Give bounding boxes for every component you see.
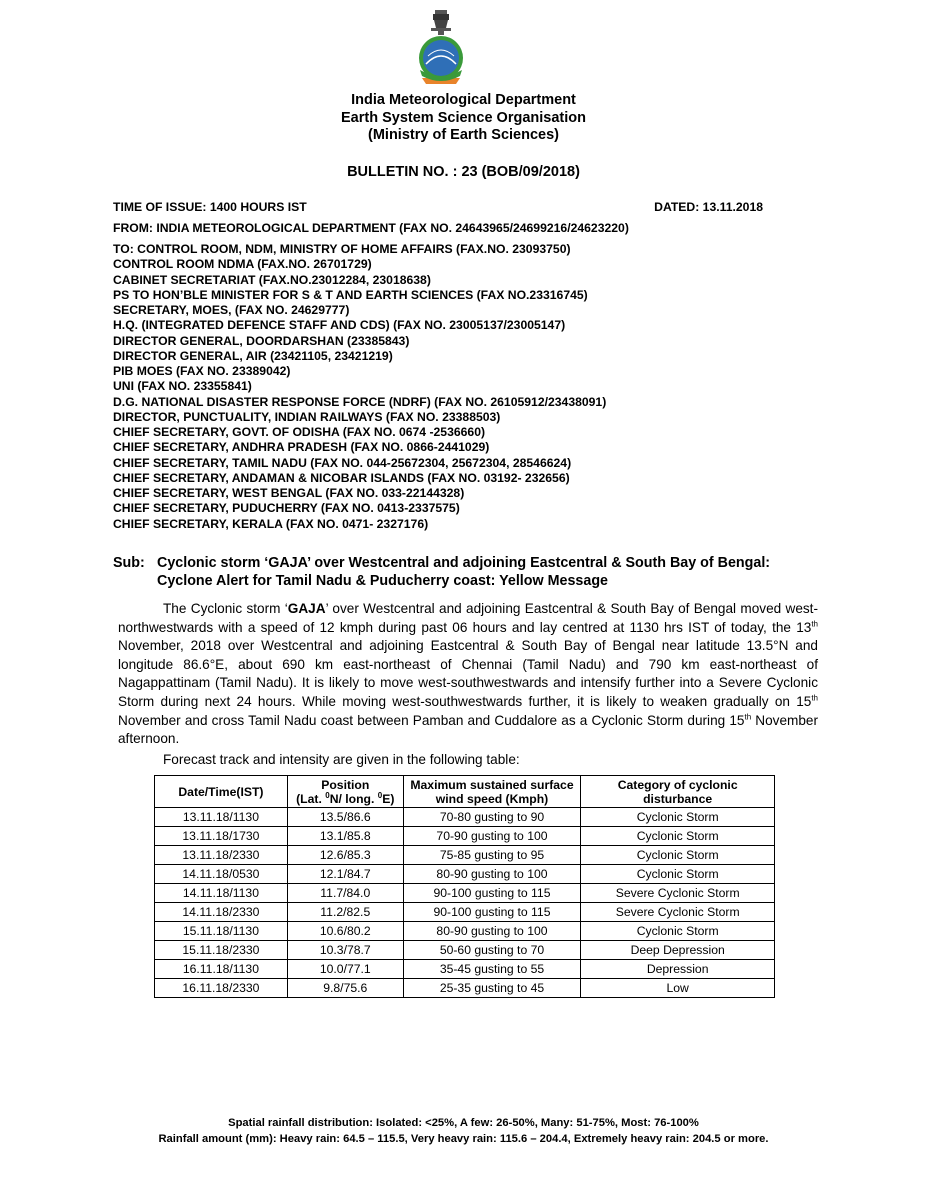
recipient-item: PIB MOES (FAX NO. 23389042) — [113, 364, 291, 378]
col-header-position: Position (Lat. $^0$N/ long. $^0$E) — [287, 776, 403, 808]
table-cell: Severe Cyclonic Storm — [581, 884, 775, 903]
table-cell: Low — [581, 979, 775, 998]
recipient-item: CHIEF SECRETARY, GOVT. OF ODISHA (FAX NO. 0674 -2536660) — [113, 425, 486, 439]
imd-emblem-icon — [416, 8, 466, 86]
recipient-item: D.G. NATIONAL DISASTER RESPONSE FORCE (NDRF) (FAX NO. 26105912/23438091) — [113, 394, 607, 409]
recipient-item: CHIEF SECRETARY, TAMIL NADU (FAX NO. 044-25672304, 25672304, 28546624) — [113, 455, 572, 470]
table-cell: 12.1/84.7 — [287, 865, 403, 884]
table-cell: 70-90 gusting to 100 — [403, 827, 581, 846]
table-cell: 75-85 gusting to 95 — [403, 846, 581, 865]
table-cell: Cyclonic Storm — [581, 922, 775, 941]
table-cell: 11.2/82.5 — [287, 903, 403, 922]
table-row — [155, 903, 775, 922]
table-cell: 50-60 gusting to 70 — [403, 941, 581, 960]
table-cell: 90-100 gusting to 115 — [403, 903, 581, 922]
table-cell: 80-90 gusting to 100 — [403, 922, 581, 941]
col-header-wind: Maximum sustained surface wind speed (Kmph) — [403, 776, 581, 808]
para-text-e: November afternoon. — [118, 712, 818, 747]
para-text-a: The Cyclonic storm ‘ — [163, 601, 288, 616]
subject-label: Sub: — [113, 555, 145, 571]
table-cell: 10.0/77.1 — [287, 960, 403, 979]
table-row — [155, 865, 775, 884]
sup-th: th — [811, 619, 818, 629]
table-row — [155, 941, 775, 960]
table-cell: Cyclonic Storm — [581, 865, 775, 884]
table-cell: Depression — [581, 960, 775, 979]
recipient-item: PS TO HON’BLE MINISTER FOR S & T AND EARTH SCIENCES (FAX NO.23316745) — [113, 287, 588, 302]
table-row — [155, 808, 775, 827]
table-cell: Cyclonic Storm — [581, 827, 775, 846]
forecast-intro: Forecast track and intensity are given in the following table: — [163, 752, 520, 767]
table-cell: 12.6/85.3 — [287, 846, 403, 865]
table-cell: 35-45 gusting to 55 — [403, 960, 581, 979]
table-cell: 14.11.18/0530 — [155, 865, 288, 884]
recipient-item: CHIEF SECRETARY, ANDAMAN & NICOBAR ISLANDS (FAX NO. 03192- 232656) — [113, 470, 570, 485]
org-header — [0, 92, 927, 145]
recipient-item: CHIEF SECRETARY, PUDUCHERRY (FAX NO. 0413-2337575) — [113, 501, 460, 516]
table-cell: 16.11.18/2330 — [155, 979, 288, 998]
dated: DATED: 13.11.2018 — [654, 200, 763, 214]
from-line: FROM: INDIA METEOROLOGICAL DEPARTMENT (FAX NO. 24643965/24699216/24623220) — [113, 221, 629, 235]
table-cell: 15.11.18/2330 — [155, 941, 288, 960]
table-row — [155, 884, 775, 903]
table-cell: 10.3/78.7 — [287, 941, 403, 960]
footer-rainfall-amount: Rainfall amount (mm): Heavy rain: 64.5 – 115.5, Very heavy rain: 115.6 – 204.4, Extremely heavy rain: 204.5 or more. — [158, 1133, 769, 1145]
table-cell: 13.11.18/2330 — [155, 846, 288, 865]
body-paragraph — [118, 600, 818, 749]
table-cell: 9.8/75.6 — [287, 979, 403, 998]
table-cell: Cyclonic Storm — [581, 808, 775, 827]
forecast-table — [154, 775, 775, 998]
subject-text: Cyclonic storm ‘GAJA’ over Westcentral and adjoining Eastcentral & South Bay of Bengal: Cyclone Alert for Tamil Nadu & Puducherry coast: Yellow Message — [157, 555, 771, 589]
recipient-list — [113, 242, 833, 532]
recipient-item: H.Q. (INTEGRATED DEFENCE STAFF AND CDS) (FAX NO. 23005137/23005147) — [113, 318, 566, 333]
recipient-item: CONTROL ROOM NDMA (FAX.NO. 26701729) — [113, 257, 372, 272]
org-subname: Earth System Science Organisation — [341, 109, 586, 126]
col-header-datetime: Date/Time(IST) — [155, 776, 288, 808]
table-cell: 90-100 gusting to 115 — [403, 884, 581, 903]
issue-line — [113, 200, 763, 214]
recipient-item: UNI (FAX NO. 23355841) — [113, 379, 252, 394]
table-header-row — [155, 776, 775, 808]
recipient-item: DIRECTOR GENERAL, DOORDARSHAN (23385843) — [113, 333, 410, 348]
table-cell: Cyclonic Storm — [581, 846, 775, 865]
para-text-b: ’ over Westcentral and adjoining Eastcentral & South Bay of Bengal moved west-northwestwards with a speed of 12 kmph during past 06 hours and lay centred at 1130 hrs IST of today, the 13 — [118, 601, 818, 635]
recipient-item: CHIEF SECRETARY, KERALA (FAX NO. 0471- 2327176) — [113, 516, 429, 531]
table-cell: 13.11.18/1730 — [155, 827, 288, 846]
recipient-item: CHIEF SECRETARY, ANDHRA PRADESH (FAX NO. 0866-2441029) — [113, 440, 490, 455]
table-cell: 13.11.18/1130 — [155, 808, 288, 827]
sup-th: th — [744, 712, 752, 722]
footer-rainfall-distribution: Spatial rainfall distribution: Isolated: <25%, A few: 26-50%, Many: 51-75%, Most: 76-100% — [228, 1117, 699, 1129]
table-cell: 13.1/85.8 — [287, 827, 403, 846]
recipient-item: CABINET SECRETARIAT (FAX.NO.23012284, 23018638) — [113, 272, 431, 287]
recipient-item: DIRECTOR, PUNCTUALITY, INDIAN RAILWAYS (FAX NO. 23388503) — [113, 409, 501, 424]
recipient-item: DIRECTOR GENERAL, AIR (23421105, 23421219) — [113, 348, 393, 363]
table-cell: 10.6/80.2 — [287, 922, 403, 941]
recipient-item: TO: CONTROL ROOM, NDM, MINISTRY OF HOME AFFAIRS (FAX.NO. 23093750) — [113, 242, 571, 256]
table-cell: 70-80 gusting to 90 — [403, 808, 581, 827]
table-row — [155, 960, 775, 979]
para-text-c: November, 2018 over Westcentral and adjoining Eastcentral & South Bay of Bengal near latitude 13.5°N and longitude 86.6°E, about 690 km east-northeast of Chennai (Tamil Nadu) and 790 km east-northeast of Nagappattinam (Tamil Nadu). It is likely to move west-southwestwards and intensify further into a Severe Cyclonic Storm during next 24 hours. While moving west-southwestwards further, it is likely to weaken gradually on 15 — [118, 638, 818, 709]
table-cell: Severe Cyclonic Storm — [581, 903, 775, 922]
table-row — [155, 979, 775, 998]
recipient-item: CHIEF SECRETARY, WEST BENGAL (FAX NO. 033-22144328) — [113, 486, 465, 500]
table-cell: 13.5/86.6 — [287, 808, 403, 827]
table-cell: 15.11.18/1130 — [155, 922, 288, 941]
table-row — [155, 827, 775, 846]
table-cell: 11.7/84.0 — [287, 884, 403, 903]
table-cell: 80-90 gusting to 100 — [403, 865, 581, 884]
para-text-d: November and cross Tamil Nadu coast between Pamban and Cuddalore as a Cyclonic Storm during 15 — [118, 712, 745, 728]
storm-name: GAJA — [287, 601, 326, 616]
time-of-issue: TIME OF ISSUE: 1400 HOURS IST — [113, 200, 307, 214]
table-cell: 14.11.18/1130 — [155, 884, 288, 903]
table-row — [155, 922, 775, 941]
table-cell: Deep Depression — [581, 941, 775, 960]
org-ministry: (Ministry of Earth Sciences) — [368, 127, 559, 143]
col-header-category: Category of cyclonic disturbance — [581, 776, 775, 808]
table-cell: 25-35 gusting to 45 — [403, 979, 581, 998]
org-name: India Meteorological Department — [351, 92, 576, 108]
bulletin-number: BULLETIN NO. : 23 (BOB/09/2018) — [347, 164, 580, 180]
table-row — [155, 846, 775, 865]
sup-th: th — [811, 693, 818, 703]
subject — [113, 554, 813, 590]
table-cell: 16.11.18/1130 — [155, 960, 288, 979]
recipient-item: SECRETARY, MOES, (FAX NO. 24629777) — [113, 303, 350, 317]
table-cell: 14.11.18/2330 — [155, 903, 288, 922]
